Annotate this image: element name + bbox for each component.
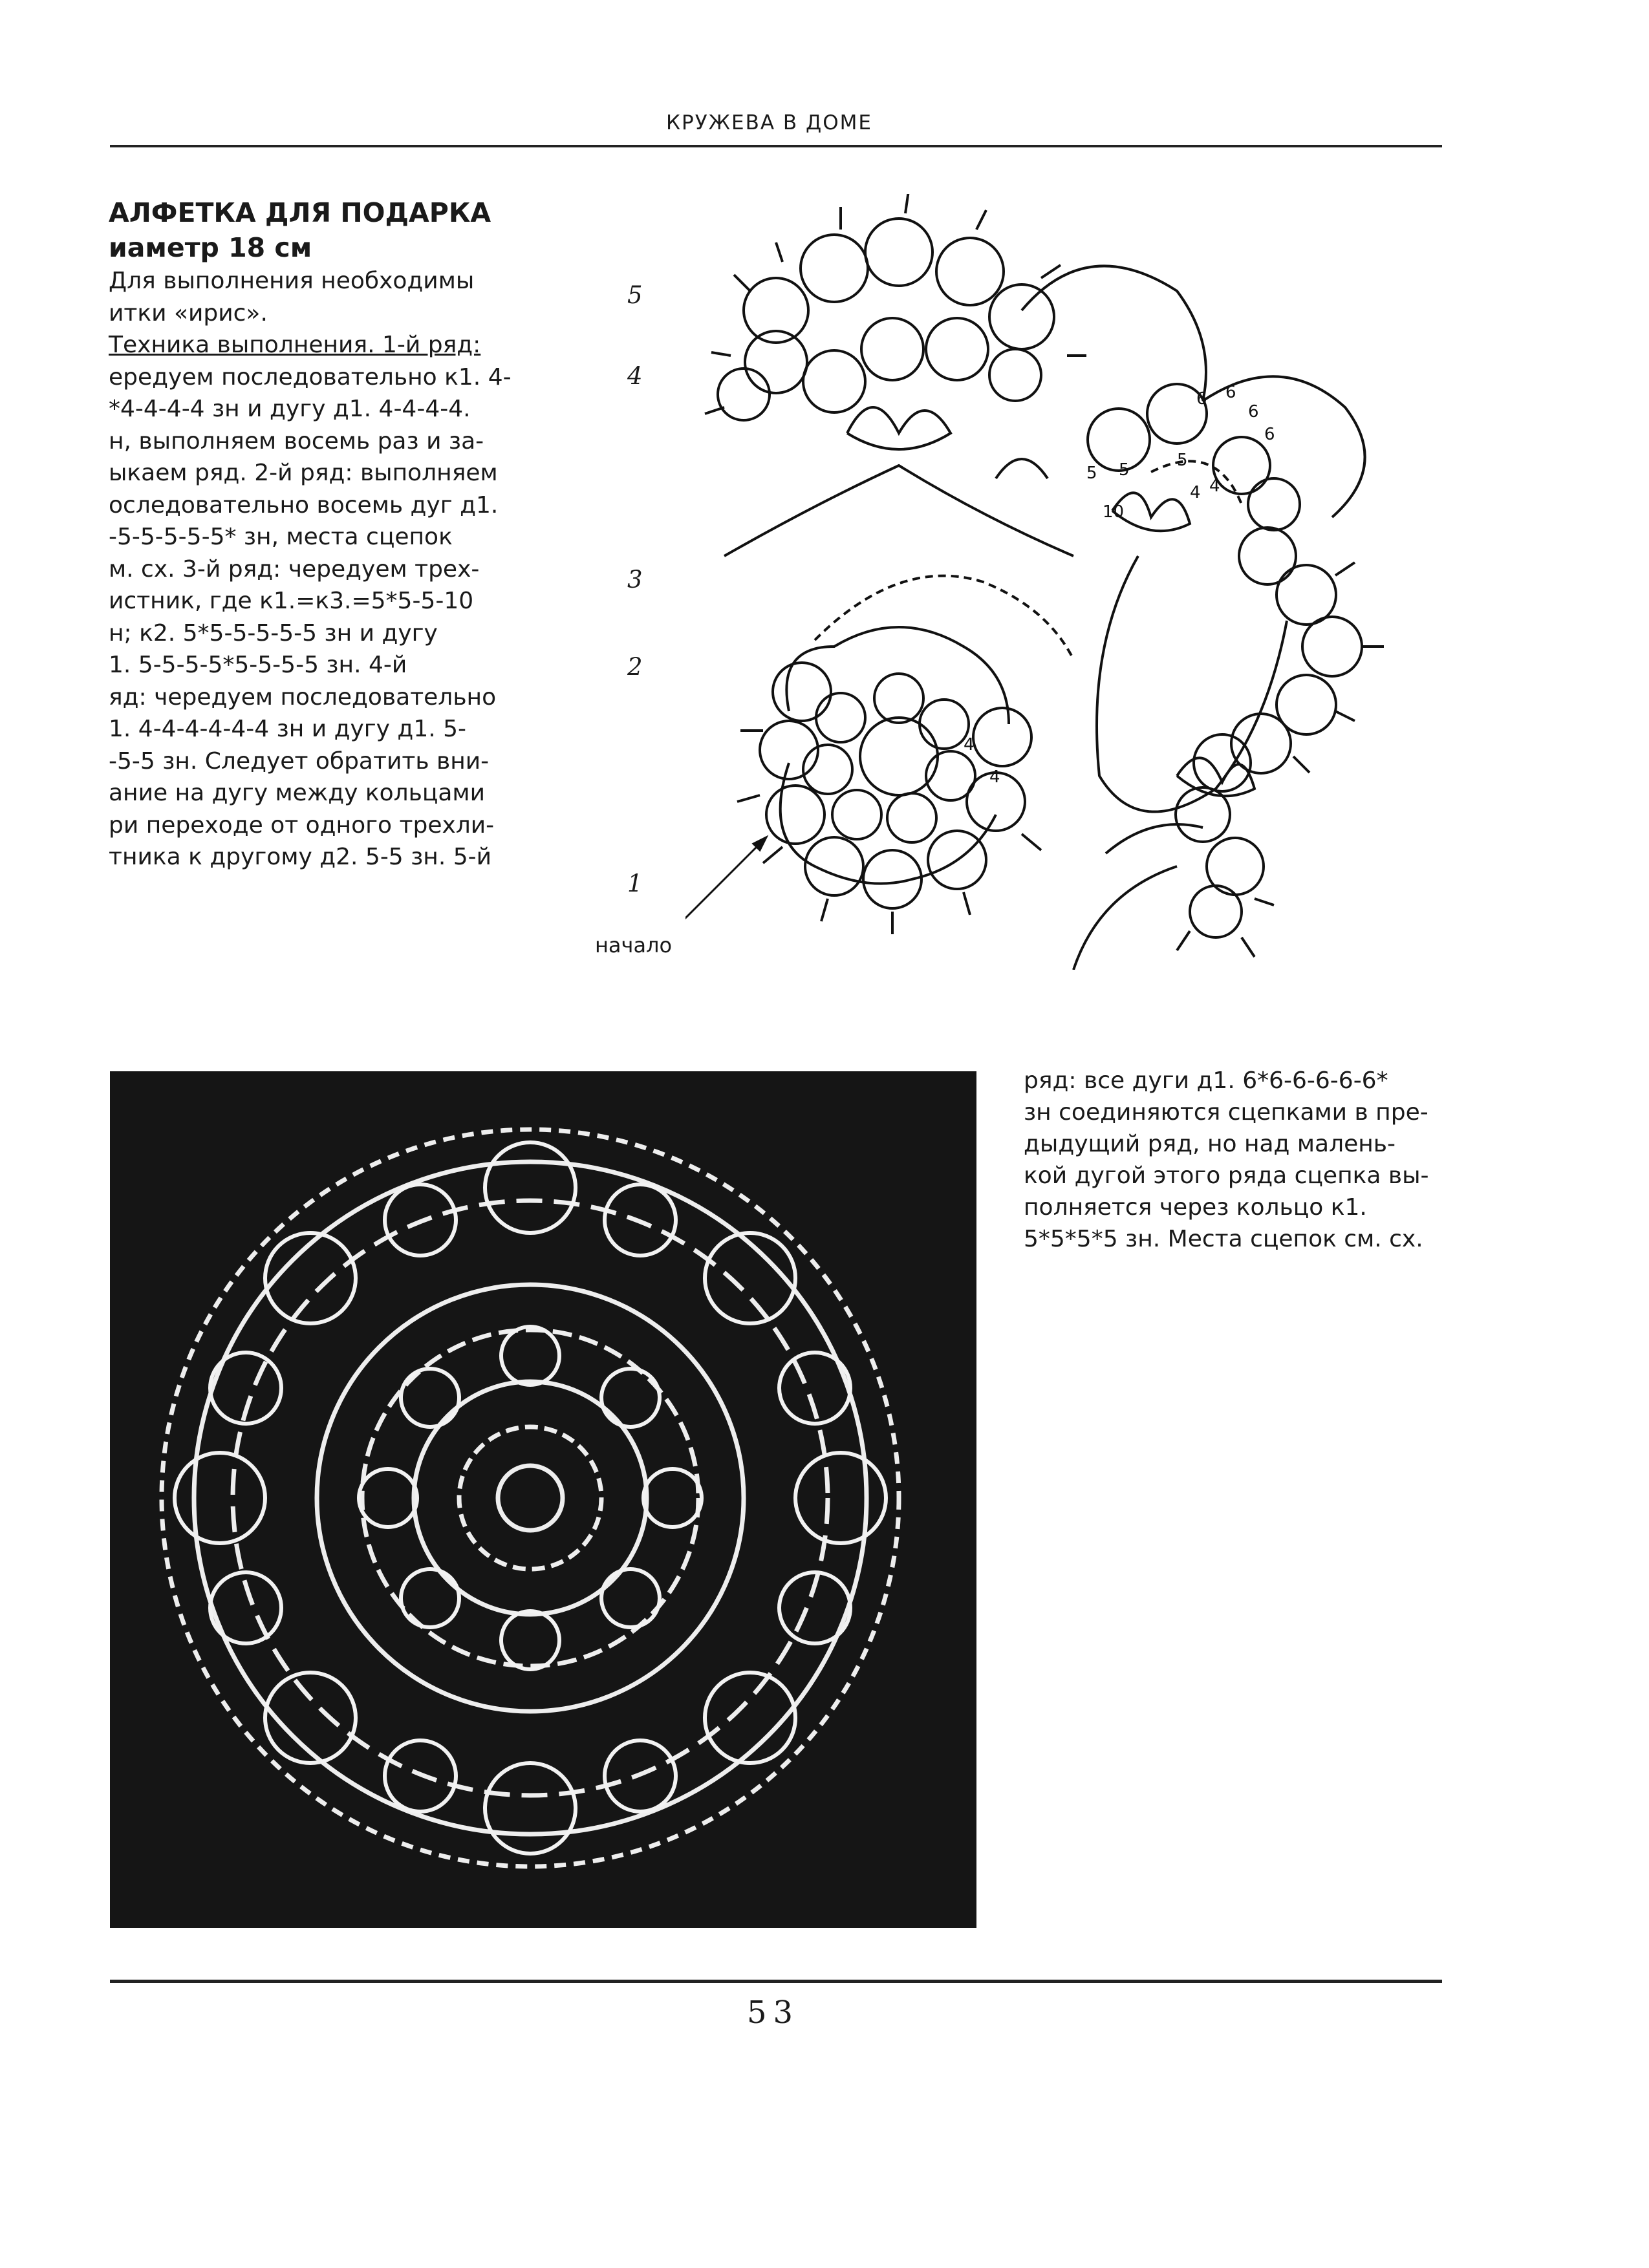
stitch-count-label: 4	[1209, 476, 1220, 496]
text-line: 1. 5-5-5-5*5-5-5-5 зн. 4-й	[109, 652, 407, 678]
text-line: ание на дугу между кольцами	[109, 780, 485, 806]
text-line: н; к2. 5*5-5-5-5-5 зн и дугу	[109, 619, 438, 647]
text-line: н, выполняем восемь раз и за-	[109, 427, 484, 455]
title-line: АЛФЕТКА ДЛЯ ПОДАРКА	[109, 197, 491, 228]
stitch-count-label: 6	[1196, 389, 1207, 409]
text-line: ередуем последовательно к1. 4-	[109, 363, 512, 390]
stitch-count-label: 4	[989, 767, 1000, 787]
article-title	[109, 195, 491, 265]
text-line: тника к другому д2. 5-5 зн. 5-й	[109, 844, 492, 870]
footer-rule	[110, 1980, 1442, 1983]
text-line: 5*5*5*5 зн. Места сцепок см. сх.	[1024, 1226, 1423, 1252]
page-number: 53	[747, 1995, 800, 2031]
tatting-diagram	[685, 194, 1461, 970]
row-label-2: 2	[627, 653, 643, 681]
row-label-4: 4	[627, 362, 643, 390]
text-line: дыдущий ряд, но над малень-	[1024, 1131, 1396, 1157]
stitch-count-label: 10	[1103, 502, 1125, 522]
stitch-count-label: 4	[1190, 483, 1201, 502]
text-line: 1. 4-4-4-4-4-4 зн и дугу д1. 5-	[109, 716, 467, 742]
text-line: полняется через кольцо к1.	[1024, 1194, 1367, 1221]
row-label-1: 1	[627, 870, 643, 897]
stitch-count-label: 5	[1177, 451, 1188, 470]
text-line: Техника выполнения. 1-й ряд:	[109, 332, 481, 358]
text-line: *4-4-4-4 зн и дугу д1. 4-4-4-4.	[109, 396, 471, 422]
start-label: начало	[595, 933, 673, 957]
stitch-count-label: 4	[964, 735, 975, 754]
text-line: -5-5 зн. Следует обратить вни-	[109, 747, 490, 775]
row-label-5: 5	[627, 281, 643, 309]
text-line: оследовательно восемь дуг д1.	[109, 491, 499, 519]
left-text-block	[109, 265, 523, 873]
stitch-count-label: 6	[1225, 383, 1236, 402]
stitch-count-label: 5	[1119, 460, 1130, 480]
text-line: истник, где к1.=к3.=5*5-5-10	[109, 588, 474, 614]
stitch-count-label: 6	[1248, 402, 1259, 422]
text-line: итки «ирис».	[109, 299, 268, 326]
text-line: Для выполнения необходимы	[109, 268, 475, 294]
text-line: ряд: все дуги д1. 6*6-6-6-6-6*	[1024, 1067, 1388, 1094]
header-title: КРУЖЕВА В ДОМЕ	[666, 111, 872, 134]
text-line: зн соединяются сцепками в пре-	[1024, 1099, 1428, 1126]
text-line: ыкаем ряд. 2-й ряд: выполняем	[109, 460, 498, 486]
text-line: ри переходе от одного трехли-	[109, 811, 495, 839]
stitch-count-label: 5	[1086, 464, 1097, 483]
row-label-3: 3	[627, 566, 643, 594]
text-line: -5-5-5-5-5* зн, места сцепок	[109, 524, 453, 550]
right-text-block	[1024, 1065, 1444, 1255]
stitch-count-label: 6	[1264, 425, 1275, 444]
text-line: кой дугой этого ряда сцепка вы-	[1024, 1162, 1429, 1189]
text-line: яд: чередуем последовательно	[109, 683, 497, 711]
header-rule	[110, 145, 1442, 147]
subtitle-line: иаметр 18 см	[109, 232, 312, 263]
text-line: м. сх. 3-й ряд: чередуем трех-	[109, 555, 480, 583]
doily-photo	[110, 1071, 976, 1928]
